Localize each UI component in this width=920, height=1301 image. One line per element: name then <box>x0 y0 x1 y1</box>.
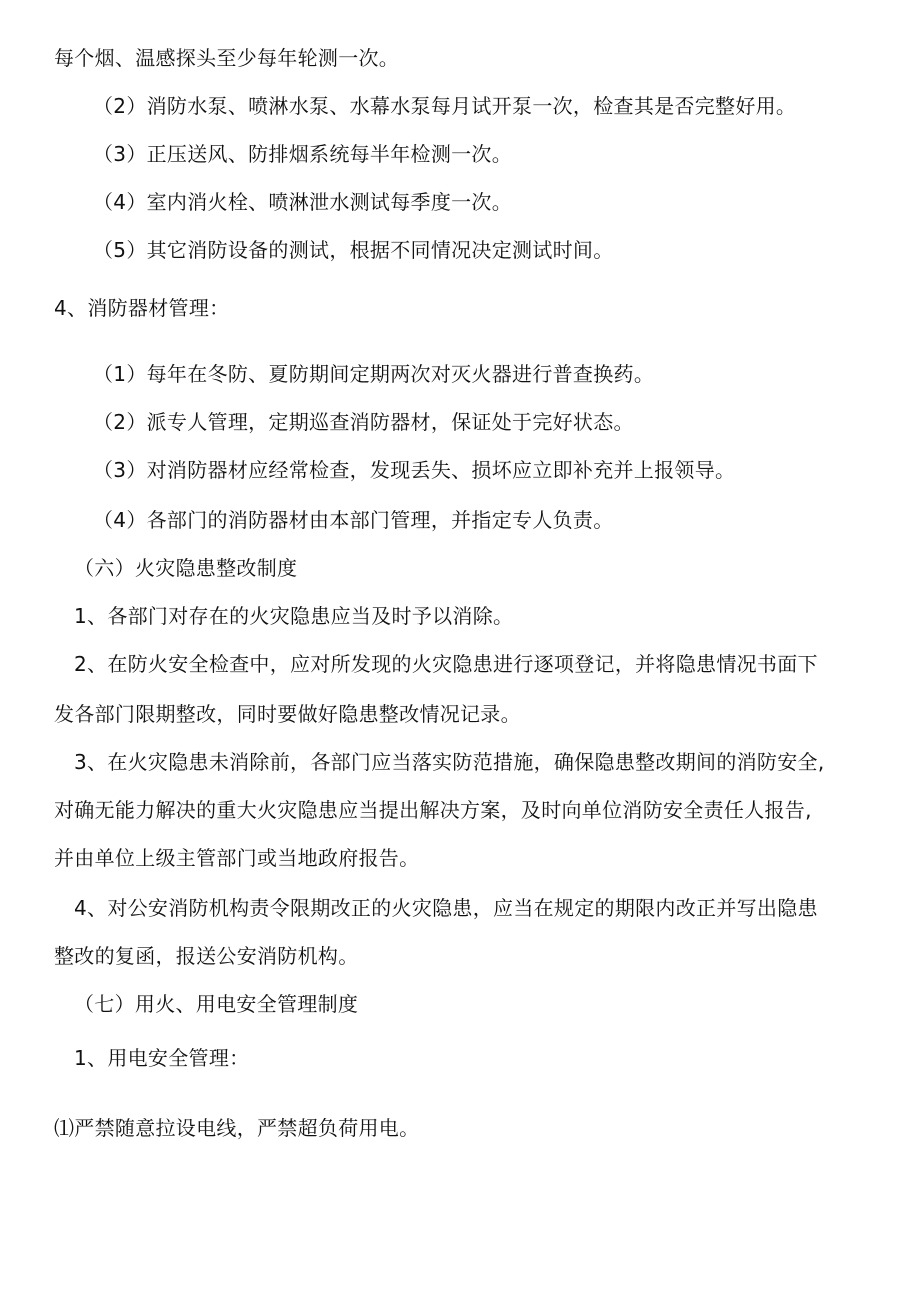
text-line-2: （2）消防水泵、喷淋水泵、水幕水泵每月试开泵一次，检查其是否完整好用。 <box>93 94 797 118</box>
text-line-10: （4）各部门的消防器材由本部门管理，并指定专人负责。 <box>93 508 614 532</box>
text-line-22: ⑴严禁随意拉设电线，严禁超负荷用电。 <box>54 1116 420 1140</box>
chapter-heading-7: （七）用火、用电安全管理制度 <box>74 992 359 1016</box>
text-line-1: 每个烟、温感探头至少每年轮测一次。 <box>54 46 400 70</box>
text-line-5: （5）其它消防设备的测试，根据不同情况决定测试时间。 <box>93 238 614 262</box>
text-line-15: 3、在火灾隐患未消除前，各部门应当落实防范措施，确保隐患整改期间的消防安全, <box>74 750 825 774</box>
text-line-12: 1、各部门对存在的火灾隐患应当及时予以消除。 <box>74 604 514 628</box>
section-heading-1: 1、用电安全管理： <box>74 1046 250 1070</box>
chapter-heading-6: （六）火灾隐患整改制度 <box>74 556 298 580</box>
text-line-9: （3）对消防器材应经常检查，发现丢失、损坏应立即补充并上报领导。 <box>93 458 736 482</box>
text-line-13: 2、在防火安全检查中，应对所发现的火灾隐患进行逐项登记，并将隐患情况书面下 <box>74 652 818 676</box>
text-line-8: （2）派专人管理，定期巡查消防器材，保证处于完好状态。 <box>93 410 634 434</box>
section-heading-4: 4、消防器材管理： <box>54 296 230 320</box>
text-line-3: （3）正压送风、防排烟系统每半年检测一次。 <box>93 142 513 166</box>
text-line-18: 4、对公安消防机构责令限期改正的火灾隐患，应当在规定的期限内改正并写出隐患 <box>74 896 818 920</box>
text-line-17: 并由单位上级主管部门或当地政府报告。 <box>54 846 420 870</box>
text-line-4: （4）室内消火栓、喷淋泄水测试每季度一次。 <box>93 190 513 214</box>
text-line-14: 发各部门限期整改，同时要做好隐患整改情况记录。 <box>54 702 521 726</box>
text-line-7: （1）每年在冬防、夏防期间定期两次对灭火器进行普查换药。 <box>93 362 655 386</box>
text-line-16: 对确无能力解决的重大火灾隐患应当提出解决方案，及时向单位消防安全责任人报告, <box>54 798 812 822</box>
text-line-19: 整改的复函，报送公安消防机构。 <box>54 944 359 968</box>
